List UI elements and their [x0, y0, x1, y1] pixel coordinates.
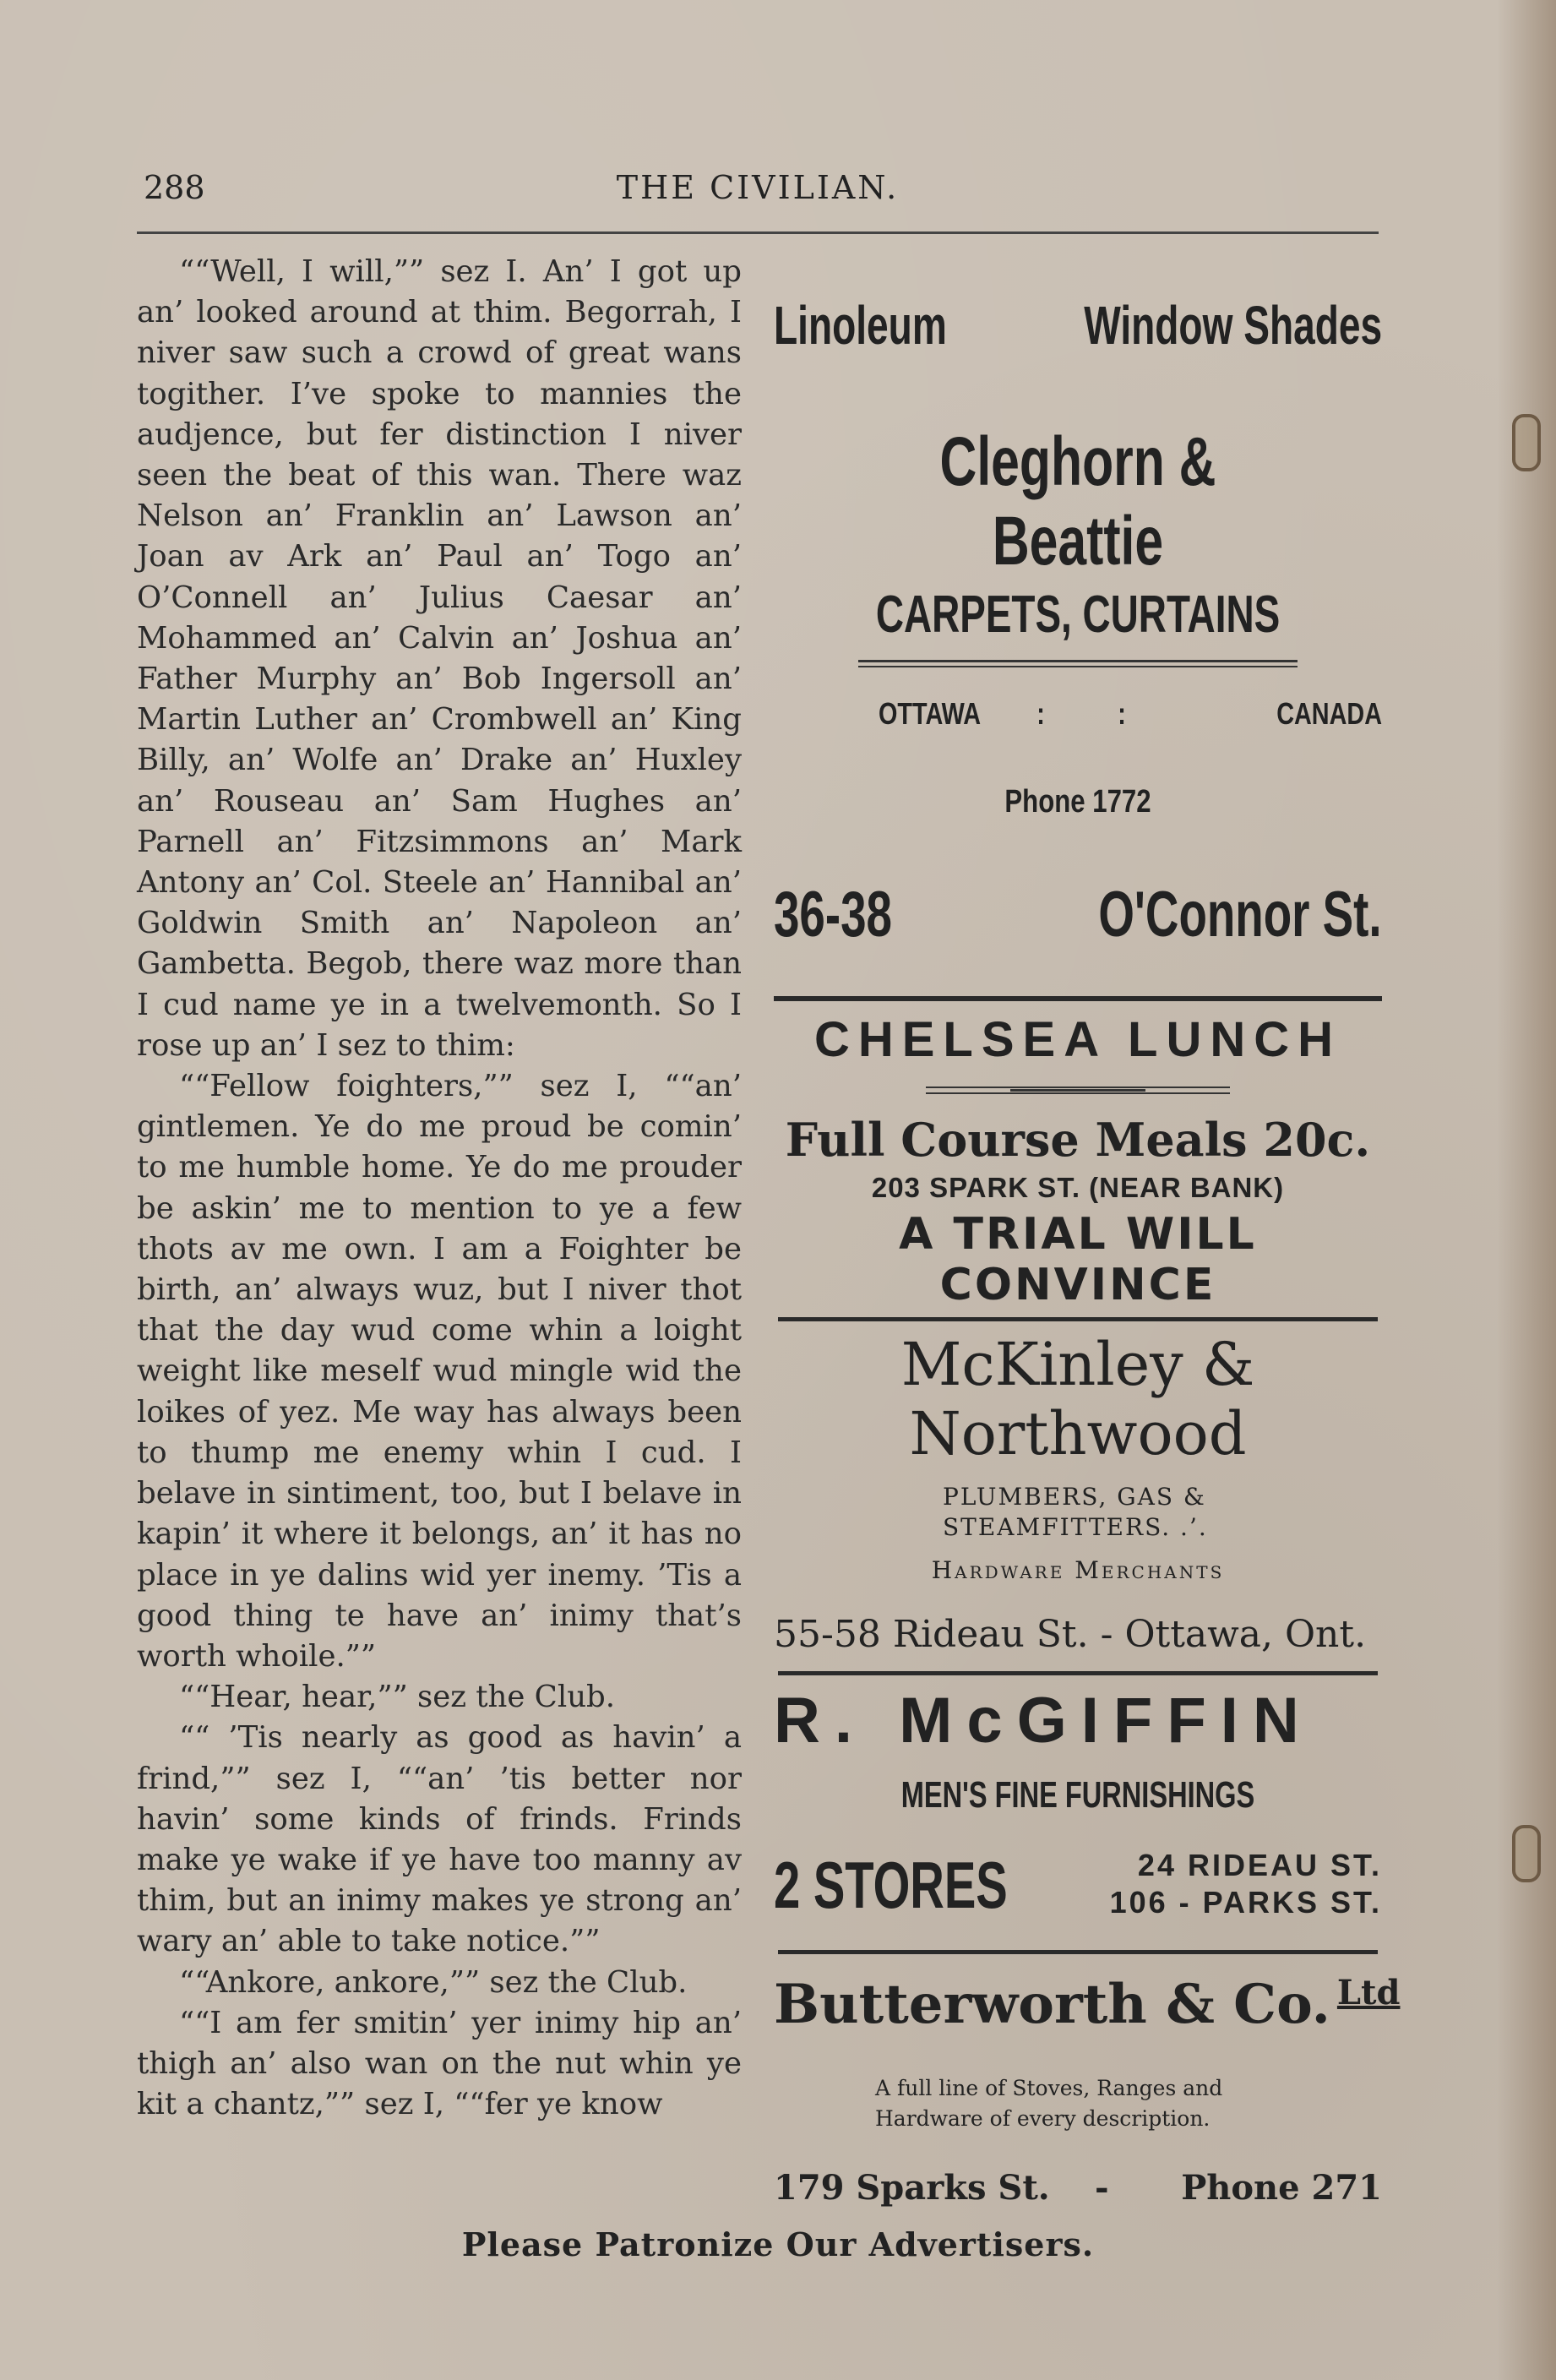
article-paragraph: ““I am fer smitin’ yer inimy hip an’ thigh an’ also wan on the nut whin ye kit a chantz,”” sez I, ““fer ye know	[137, 2005, 742, 2122]
store-locations	[1110, 1847, 1382, 1921]
advertisements-column	[774, 279, 1401, 2215]
chelsea-slogan: A TRIAL WILL CONVINCE	[899, 1209, 1257, 1310]
carpets-curtains-label: CARPETS, CURTAINS	[875, 585, 1281, 644]
ornamental-rule	[926, 1087, 1230, 1094]
phone-label: Phone 1772	[1004, 784, 1151, 820]
cleghorn-beattie-name: Cleghorn & Beattie	[939, 423, 1216, 580]
butterworth-address: 179 Sparks St.	[774, 2168, 1050, 2208]
article-column	[137, 252, 742, 2125]
butterworth-phone: Phone 271	[1181, 2168, 1382, 2208]
cleghorn-beattie-ad	[774, 279, 1382, 962]
trade-line: STEAMFITTERS. .’.	[943, 1513, 1208, 1541]
article-paragraph: ““Well, I will,”” sez I. An’ I got up an’ looked around at thim. Begorrah, I niver saw such a crowd of great wans togither. I’ve spoke to mannies the audjence, but fer distinction I niver seen the beat of this wan. There waz Nelson an’ Franklin an’ Lawson an’ Joan av Ark an’ Paul an’ Togo an’ O’Connell an’ Julius Caesar an’ Mohammed an’ Calvin an’ Joshua an’ Father Murphy an’ Bob Ingersoll an’ Martin Luther an’ Crombwell an’ King Billy, an’ Wolfe an’ Drake an’ Huxley an’ Rouseau an’ Sam Hughes an’ Parnell an’ Fitzsimmons an’ Mark Antony an’ Col. Steele an’ Hannibal an’ Goldwin Smith an’ Napoleon an’ Gambetta. Begob, there waz more than I cud name ye in a twelvemonth. So I rose up an’ I sez to thim:	[137, 254, 742, 1063]
ad-top-row	[774, 279, 1382, 363]
trade-line: PLUMBERS, GAS &	[943, 1483, 1206, 1511]
trade-description	[943, 1482, 1382, 1543]
description-line: Hardware of every description.	[875, 2106, 1211, 2131]
page-footer: Please Patronize Our Advertisers.	[461, 2225, 1095, 2263]
binding-ring-icon	[1512, 414, 1541, 471]
street-row	[774, 878, 1382, 962]
ad-divider	[778, 1671, 1378, 1675]
separator: -	[1095, 2168, 1109, 2208]
chelsea-lunch-ad	[774, 1011, 1382, 1310]
city-label: OTTAWA	[879, 696, 982, 731]
separator: :	[1118, 696, 1126, 731]
country-label: CANADA	[1276, 696, 1382, 731]
article-paragraph: ““Fellow foighters,”” sez I, ““an’ gintlemen. Ye do me proud be comin’ to me humble home. Ye do me prouder be askin’ me to mention to ye a few thots av me own. I am a Foighter be birth, an’ always wuz, but I niver thot that the day wud come whin a loight weight like meself wud mingle wid the loikes of yez. Me way has always been to thump me enemy whin I cud. I belave in sintiment, too, but I belave in kapin’ it where it belongs, an’ it has no place in ye dalins wid yer inemy. ’Tis a good thing te have an’ inimy that’s worth whoile.””	[137, 1069, 742, 1674]
street-number: 36-38	[774, 879, 892, 950]
mcgiffin-name: R. McGIFFIN	[774, 1685, 1314, 1756]
article-paragraph: ““ ’Tis nearly as good as havin’ a frind,”” sez I, ““an’ ’tis better nor havin’ some kinds of frinds. Frinds make ye wake if ye have too manny av thim, but an inimy makes ye strong an’ wary an’ able to take notice.””	[137, 1720, 742, 1959]
butterworth-footer-row	[774, 2168, 1382, 2215]
location-row	[774, 696, 1382, 747]
article-paragraph: ““Ankore, ankore,”” sez the Club.	[179, 1964, 688, 2000]
store-location: 24 RIDEAU ST.	[1137, 1848, 1382, 1882]
street-name: O'Connor St.	[1098, 879, 1382, 950]
mens-furnishings-label: MEN'S FINE FURNISHINGS	[900, 1774, 1255, 1816]
hardware-merchants-label: Hardware Merchants	[931, 1556, 1225, 1584]
ad-divider	[778, 1950, 1378, 1954]
ltd-label: Ltd	[1336, 1973, 1401, 2012]
mckinley-address: 55-58 Rideau St. - Ottawa, Ont.	[774, 1613, 1367, 1656]
store-location: 106 - PARKS ST.	[1109, 1885, 1382, 1920]
journal-title: THE CIVILIAN.	[616, 169, 900, 206]
butterworth-ad	[774, 1973, 1401, 2215]
chelsea-lunch-name: CHELSEA LUNCH	[813, 1012, 1342, 1067]
ad-divider	[778, 1317, 1378, 1321]
butterworth-description	[875, 2073, 1382, 2134]
window-shades-label: Window Shades	[1084, 295, 1382, 356]
two-stores-label: 2 STORES	[774, 1848, 1008, 1922]
chelsea-address: 203 SPARK ST. (NEAR BANK)	[871, 1172, 1285, 1203]
binding-ring-icon	[1512, 1825, 1541, 1882]
stores-row	[774, 1847, 1382, 1931]
meals-offer: Full Course Meals 20c.	[785, 1113, 1371, 1167]
header-rule	[137, 231, 1379, 234]
page-number: 288	[144, 169, 205, 206]
separator: :	[1036, 696, 1045, 731]
description-line: A full line of Stoves, Ranges and	[875, 2076, 1223, 2100]
butterworth-name	[774, 1973, 1401, 2036]
butterworth-company: Butterworth & Co.	[774, 1973, 1330, 2036]
double-rule	[858, 660, 1298, 667]
page-header	[137, 169, 1379, 211]
page-edge-shadow	[1497, 0, 1556, 2380]
linoleum-label: Linoleum	[774, 295, 947, 356]
mcgiffin-ad	[774, 1684, 1382, 1931]
article-paragraph: ““Hear, hear,”” sez the Club.	[179, 1680, 616, 1715]
ad-divider	[774, 996, 1382, 1001]
mckinley-northwood-ad	[774, 1330, 1382, 1656]
mckinley-northwood-name: McKinley & Northwood	[900, 1330, 1255, 1468]
